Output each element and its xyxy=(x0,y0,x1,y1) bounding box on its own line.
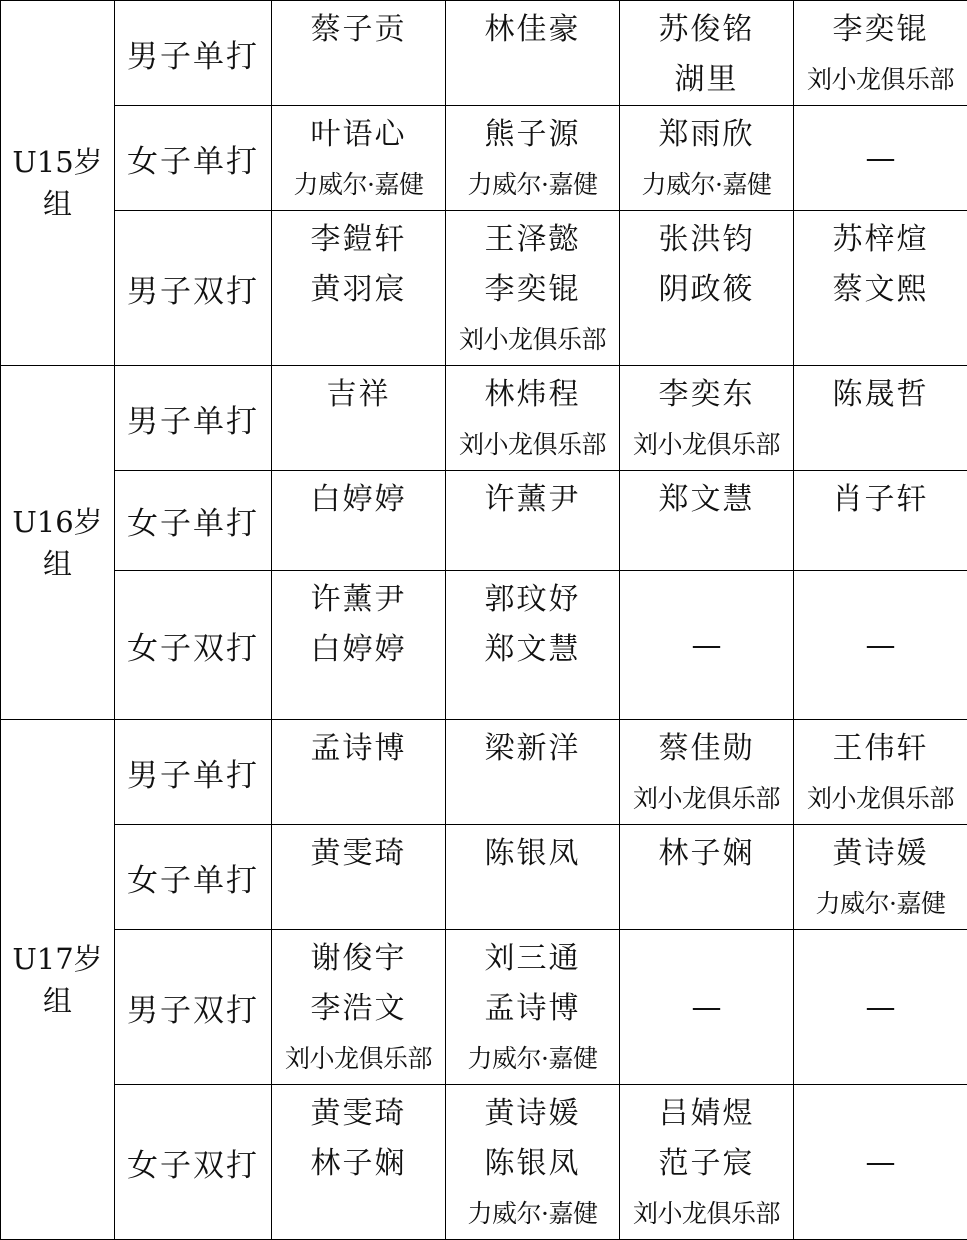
place-entry xyxy=(794,825,967,929)
age-group-label xyxy=(1,141,114,225)
player-name: 刘三通 xyxy=(446,934,619,984)
place-entry xyxy=(446,471,619,525)
place-entry xyxy=(794,211,967,315)
event-name-cell xyxy=(115,930,272,1085)
place-entry xyxy=(446,1,619,55)
club-name: 力威尔·嘉健 xyxy=(446,160,619,210)
place-entry xyxy=(446,930,619,1084)
place-entry xyxy=(620,1,793,105)
player-name: 李奕锟 xyxy=(446,265,619,315)
place-2-cell xyxy=(446,211,620,366)
player-name: 蔡子贡 xyxy=(272,5,445,55)
player-name: 白婷婷 xyxy=(272,625,445,675)
player-name: 林子娴 xyxy=(272,1139,445,1189)
player-name: 叶语心 xyxy=(272,110,445,160)
player-name: 熊子源 xyxy=(446,110,619,160)
place-4-cell xyxy=(794,825,967,930)
place-3-cell xyxy=(620,471,794,571)
place-3-cell xyxy=(620,1,794,106)
player-name: 苏俊铭 xyxy=(620,5,793,55)
place-3-cell xyxy=(620,930,794,1085)
player-name: 郭玟妤 xyxy=(446,575,619,625)
player-name: 郑文慧 xyxy=(620,475,793,525)
age-group-label xyxy=(1,938,114,1022)
event-name-cell xyxy=(115,720,272,825)
place-entry xyxy=(446,825,619,879)
empty-place-dash: — xyxy=(620,628,793,663)
event-name-label: 女子单打 xyxy=(127,863,259,899)
club-name: 刘小龙俱乐部 xyxy=(794,774,967,824)
table-row xyxy=(1,1085,967,1240)
age-group-cell xyxy=(1,366,115,720)
event-name-cell xyxy=(115,366,272,471)
event-name-label: 女子单打 xyxy=(127,506,259,542)
place-2-cell xyxy=(446,1085,620,1240)
player-name: 李奕锟 xyxy=(794,5,967,55)
place-3-cell xyxy=(620,366,794,471)
place-4-cell xyxy=(794,1085,967,1240)
player-name: 李浩文 xyxy=(272,984,445,1034)
place-entry xyxy=(272,825,445,879)
club-name: 刘小龙俱乐部 xyxy=(794,55,967,105)
place-entry xyxy=(620,471,793,525)
place-entry xyxy=(272,211,445,315)
player-name: 王伟轩 xyxy=(794,724,967,774)
place-entry xyxy=(446,720,619,774)
place-4-cell xyxy=(794,106,967,211)
place-entry xyxy=(272,1,445,55)
player-name: 黄诗媛 xyxy=(446,1089,619,1139)
player-name: 孟诗博 xyxy=(272,724,445,774)
place-entry xyxy=(446,366,619,470)
place-2-cell xyxy=(446,471,620,571)
player-name: 李鎧轩 xyxy=(272,215,445,265)
event-name-label: 男子双打 xyxy=(127,993,259,1029)
table-row xyxy=(1,720,967,825)
club-name: 刘小龙俱乐部 xyxy=(620,1189,793,1239)
empty-place-dash: — xyxy=(794,990,967,1025)
table-row xyxy=(1,366,967,471)
player-name: 郑雨欣 xyxy=(620,110,793,160)
player-name: 蔡佳勋 xyxy=(620,724,793,774)
event-name-cell xyxy=(115,106,272,211)
place-1-cell xyxy=(272,720,446,825)
event-name-cell xyxy=(115,211,272,366)
age-group-label-line: U15岁 xyxy=(1,141,114,183)
player-name: 黄雯琦 xyxy=(272,1089,445,1139)
event-name-cell xyxy=(115,1085,272,1240)
player-name: 苏梓煊 xyxy=(794,215,967,265)
club-name: 力威尔·嘉健 xyxy=(794,879,967,929)
place-1-cell xyxy=(272,571,446,720)
event-name-cell xyxy=(115,471,272,571)
player-name: 范子宸 xyxy=(620,1139,793,1189)
place-2-cell xyxy=(446,366,620,471)
player-name: 林子娴 xyxy=(620,829,793,879)
place-entry xyxy=(620,366,793,470)
event-name-cell xyxy=(115,571,272,720)
event-name-label: 男子双打 xyxy=(127,274,259,310)
player-name: 梁新洋 xyxy=(446,724,619,774)
player-name: 陈银凤 xyxy=(446,829,619,879)
table-row xyxy=(1,471,967,571)
place-1-cell xyxy=(272,106,446,211)
place-2-cell xyxy=(446,930,620,1085)
player-name: 黄雯琦 xyxy=(272,829,445,879)
place-1-cell xyxy=(272,211,446,366)
place-1-cell xyxy=(272,1085,446,1240)
player-name: 蔡文熙 xyxy=(794,265,967,315)
place-3-cell xyxy=(620,106,794,211)
place-entry xyxy=(272,1085,445,1189)
place-entry xyxy=(620,720,793,824)
empty-place-dash: — xyxy=(794,141,967,176)
player-name: 李奕东 xyxy=(620,370,793,420)
place-entry xyxy=(272,106,445,210)
place-3-cell xyxy=(620,720,794,825)
place-2-cell xyxy=(446,1,620,106)
event-name-label: 男子单打 xyxy=(127,758,259,794)
player-name: 黄诗媛 xyxy=(794,829,967,879)
player-name: 白婷婷 xyxy=(272,475,445,525)
place-entry xyxy=(794,1,967,105)
age-group-cell xyxy=(1,720,115,1240)
age-group-label-line: 组 xyxy=(1,980,114,1022)
player-name: 湖里 xyxy=(620,55,793,105)
event-name-label: 男子单打 xyxy=(127,404,259,440)
table-row xyxy=(1,571,967,720)
empty-place-dash: — xyxy=(794,628,967,663)
place-3-cell xyxy=(620,571,794,720)
age-group-cell xyxy=(1,1,115,366)
event-name-label: 女子双打 xyxy=(127,631,259,667)
club-name: 力威尔·嘉健 xyxy=(620,160,793,210)
place-4-cell xyxy=(794,571,967,720)
place-2-cell xyxy=(446,106,620,211)
player-name: 吉祥 xyxy=(272,370,445,420)
club-name: 刘小龙俱乐部 xyxy=(620,420,793,470)
place-entry xyxy=(794,366,967,420)
table-row xyxy=(1,930,967,1085)
place-entry xyxy=(272,366,445,420)
age-group-label-line: U17岁 xyxy=(1,938,114,980)
table-row xyxy=(1,106,967,211)
event-name-cell xyxy=(115,825,272,930)
event-name-label: 女子双打 xyxy=(127,1148,259,1184)
event-name-label: 女子单打 xyxy=(127,144,259,180)
table-row xyxy=(1,211,967,366)
player-name: 张洪钧 xyxy=(620,215,793,265)
player-name: 许薰尹 xyxy=(446,475,619,525)
empty-place-dash: — xyxy=(620,990,793,1025)
age-group-label-line: U16岁 xyxy=(1,501,114,543)
table-row xyxy=(1,1,967,106)
club-name: 力威尔·嘉健 xyxy=(272,160,445,210)
place-1-cell xyxy=(272,1,446,106)
place-1-cell xyxy=(272,471,446,571)
place-entry xyxy=(620,825,793,879)
player-name: 林炜程 xyxy=(446,370,619,420)
age-group-label-line: 组 xyxy=(1,543,114,585)
place-2-cell xyxy=(446,720,620,825)
place-4-cell xyxy=(794,930,967,1085)
place-entry xyxy=(620,211,793,315)
place-3-cell xyxy=(620,825,794,930)
club-name: 刘小龙俱乐部 xyxy=(446,420,619,470)
player-name: 郑文慧 xyxy=(446,625,619,675)
place-entry xyxy=(446,211,619,365)
place-4-cell xyxy=(794,366,967,471)
results-table-body xyxy=(1,0,967,1240)
place-entry xyxy=(620,106,793,210)
place-entry xyxy=(272,720,445,774)
player-name: 孟诗博 xyxy=(446,984,619,1034)
player-name: 阴政筱 xyxy=(620,265,793,315)
player-name: 王泽懿 xyxy=(446,215,619,265)
place-entry xyxy=(272,930,445,1084)
club-name: 力威尔·嘉健 xyxy=(446,1034,619,1084)
club-name: 刘小龙俱乐部 xyxy=(272,1034,445,1084)
place-1-cell xyxy=(272,366,446,471)
event-name-label: 男子单打 xyxy=(127,39,259,75)
empty-place-dash: — xyxy=(794,1145,967,1180)
age-group-label-line: 组 xyxy=(1,183,114,225)
place-entry xyxy=(794,720,967,824)
club-name: 刘小龙俱乐部 xyxy=(446,315,619,365)
table-row xyxy=(1,825,967,930)
place-2-cell xyxy=(446,825,620,930)
age-group-label xyxy=(1,501,114,585)
player-name: 陈银凤 xyxy=(446,1139,619,1189)
place-1-cell xyxy=(272,825,446,930)
place-3-cell xyxy=(620,211,794,366)
player-name: 许薰尹 xyxy=(272,575,445,625)
place-4-cell xyxy=(794,1,967,106)
player-name: 肖子轩 xyxy=(794,475,967,525)
player-name: 林佳豪 xyxy=(446,5,619,55)
player-name: 谢俊宇 xyxy=(272,934,445,984)
place-entry xyxy=(272,471,445,525)
place-2-cell xyxy=(446,571,620,720)
club-name: 力威尔·嘉健 xyxy=(446,1189,619,1239)
player-name: 陈晟哲 xyxy=(794,370,967,420)
event-name-cell xyxy=(115,1,272,106)
place-4-cell xyxy=(794,211,967,366)
place-entry xyxy=(446,106,619,210)
club-name: 刘小龙俱乐部 xyxy=(620,774,793,824)
player-name: 黄羽宸 xyxy=(272,265,445,315)
place-entry xyxy=(794,471,967,525)
place-1-cell xyxy=(272,930,446,1085)
place-3-cell xyxy=(620,1085,794,1240)
place-4-cell xyxy=(794,471,967,571)
player-name: 吕婧煜 xyxy=(620,1089,793,1139)
place-4-cell xyxy=(794,720,967,825)
place-entry xyxy=(446,571,619,675)
place-entry xyxy=(272,571,445,675)
